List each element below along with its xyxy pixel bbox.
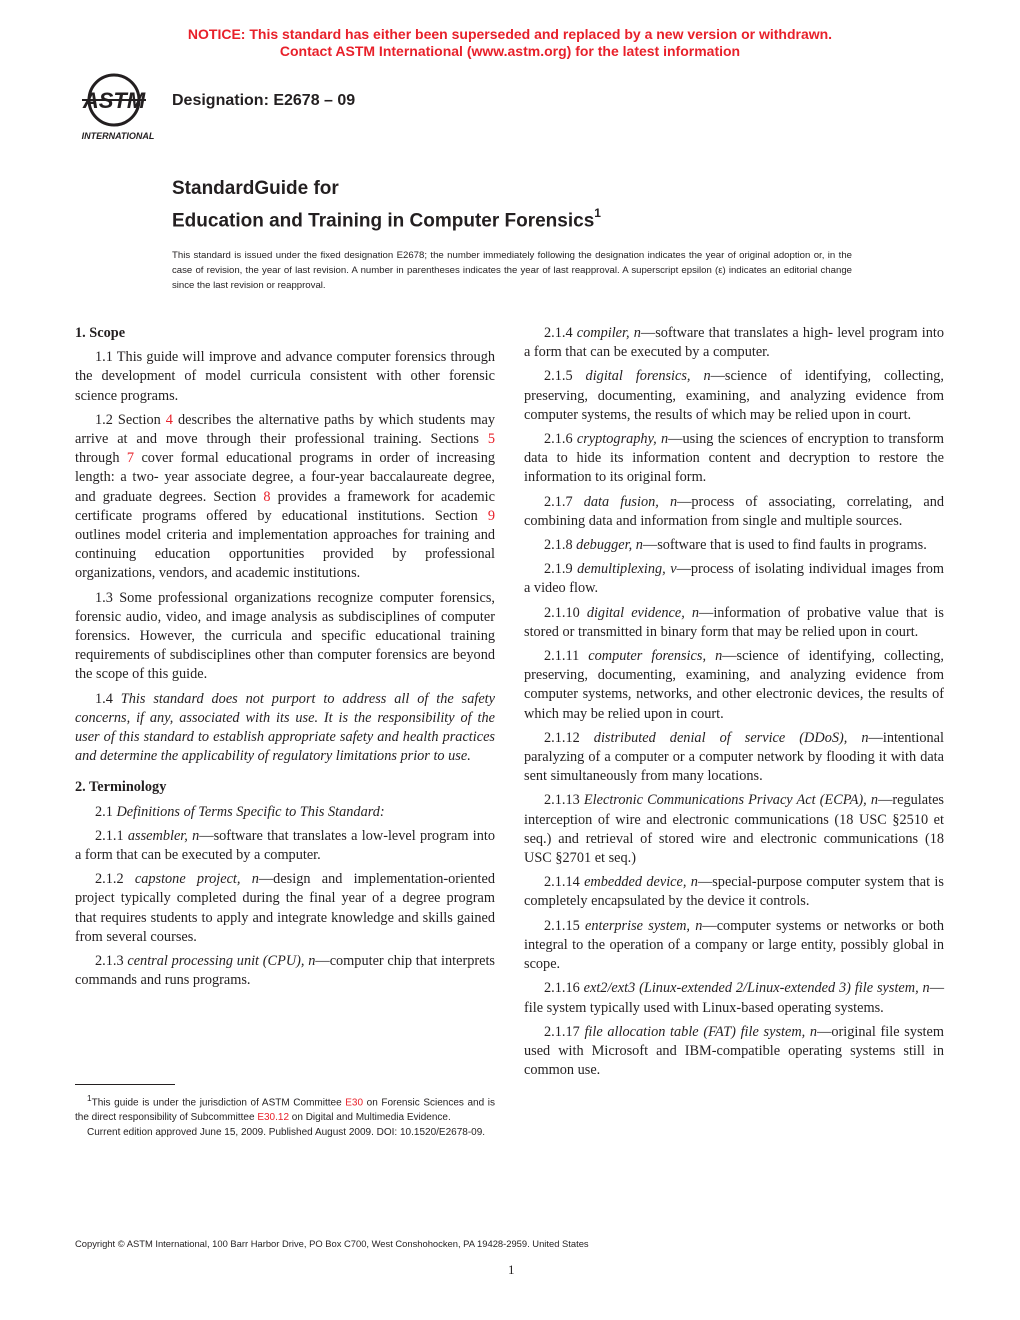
term-name: capstone project, n bbox=[134, 871, 259, 888]
term-name: compiler, n bbox=[576, 325, 641, 341]
footnote-edition: Current edition approved June 15, 2009. Published August 2009. DOI: 10.1520/E2678-09. bbox=[87, 1127, 486, 1139]
terms-right bbox=[524, 324, 944, 1080]
term-name: debugger, n bbox=[576, 537, 643, 554]
scope-1-1: 1.1 This guide will improve and advance computer forensics through the development of model curricula consistent with other forensic science programs. bbox=[75, 349, 495, 404]
section-5-link[interactable]: 5 bbox=[487, 431, 495, 448]
terminology-2-1: 2.1 Definitions of Terms Specific to This Standard: bbox=[95, 803, 385, 820]
term-name: enterprise system, n bbox=[585, 917, 703, 934]
scope-1-3: 1.3 Some professional organizations recognize computer forensics, forensic audio, video, and image analysis as subdisciplines of computer forensics. However, the curricula and specific educational training requirements of subdisciplines other than computer forensics are beyond the scope of this guide. bbox=[75, 589, 495, 683]
section-7-link[interactable]: 7 bbox=[126, 450, 135, 467]
term-item: 2.1.17 file allocation table (FAT) file system, n—original file system used with Microsoft and IBM-compatible operating systems still in common use. bbox=[524, 1023, 944, 1079]
notice-line-2: Contact ASTM International (www.astm.org) for the latest information bbox=[279, 43, 741, 59]
logo-subtext: INTERNATIONAL bbox=[81, 131, 155, 141]
term-item: 2.1.10 digital evidence, n—information of probative value that is stored or transmitted in binary form that may be relied upon in court. bbox=[524, 604, 944, 640]
term-item: 2.1.4 compiler, n—software that translates a high- level program into a form that can be executed by a computer. bbox=[524, 325, 944, 361]
term-item: 2.1.1 assembler, n—software that translates a low-level program into a form that can be executed by a computer. bbox=[75, 827, 495, 864]
term-name: file allocation table (FAT) file system, n bbox=[584, 1023, 818, 1040]
scope-heading: 1. Scope bbox=[75, 325, 126, 341]
term-item: 2.1.13 Electronic Communications Privacy Act (ECPA), n—regulates interception of wire and electronic communications (18 USC §2510 et seq.) and retrieval of stored wire and electronic communications (18 USC §2701 et seq.) bbox=[524, 792, 944, 867]
page-number: 1 bbox=[508, 1262, 515, 1277]
term-name: assembler, n bbox=[127, 827, 200, 844]
term-name: embedded device, n bbox=[584, 874, 698, 891]
term-item: 2.1.14 embedded device, n—special-purpose computer system that is completely encapsulated by the device it controls. bbox=[524, 874, 944, 910]
term-item: 2.1.5 digital forensics, n—science of identifying, collecting, preserving, documenting, examining, and analyzing evidence from computer systems, the results of which may be relied upon in court. bbox=[524, 368, 944, 423]
term-item: 2.1.16 ext2/ext3 (Linux-extended 2/Linux-extended 3) file system, n—file system typically used with Linux-based operating systems. bbox=[524, 980, 944, 1016]
term-name: ext2/ext3 (Linux-extended 2/Linux-extended 3) file system, n bbox=[583, 980, 930, 997]
right-column bbox=[524, 324, 944, 1085]
issuance-note: This standard is issued under the fixed designation E2678; the number immediately following the designation indicates the year of original adoption or, in the case of revision, the year of last revision. A number in parentheses indicates the year of last reapproval. A superscript epsilon (ε) indicates an editorial change since the last revision or reapproval. bbox=[172, 250, 852, 291]
title-line-2: Education and Training in Computer Forensics$^1$ bbox=[172, 206, 601, 232]
designation: Designation: E2678 – 09 bbox=[172, 92, 356, 109]
term-item: 2.1.9 demultiplexing, v—process of isolating individual images from a video flow. bbox=[524, 561, 944, 597]
term-item: 2.1.6 cryptography, n—using the sciences of encryption to transform data to hide its information content and decryption to restore the information to its original form. bbox=[524, 431, 944, 486]
section-8-link[interactable]: 8 bbox=[263, 488, 271, 505]
terminology-heading: 2. Terminology bbox=[75, 779, 167, 796]
logo-text: ASTM bbox=[82, 88, 146, 113]
term-name: digital evidence, n bbox=[586, 604, 700, 621]
term-name: digital forensics, n bbox=[585, 368, 711, 385]
term-name: demultiplexing, v bbox=[577, 561, 677, 578]
copyright: Copyright © ASTM International, 100 Barr Harbor Drive, PO Box C700, West Conshohocken, PA 19428-2959. United States bbox=[75, 1238, 589, 1249]
footnote bbox=[75, 1091, 495, 1140]
committee-e30-link[interactable]: E30 bbox=[345, 1097, 364, 1109]
term-item: 2.1.2 capstone project, n—design and implementation-oriented project typically completed during the final year of a degree program that requires students to apply and integrate knowledge and skills gained from several courses. bbox=[75, 871, 495, 945]
page-title bbox=[172, 176, 601, 234]
title-line-1: StandardGuide for bbox=[172, 178, 339, 199]
term-item: 2.1.15 enterprise system, n—computer systems or networks or both integral to the operation of a company or large entity, possibly global in scope. bbox=[524, 917, 944, 973]
term-item: 2.1.8 debugger, n—software that is used to find faults in programs. bbox=[544, 537, 927, 554]
term-item: 2.1.12 distributed denial of service (DDoS), n—intentional paralyzing of a computer or a computer network by flooding it with data sent simultaneously from many locations. bbox=[524, 729, 944, 785]
scope-1-4: 1.4 This standard does not purport to address all of the safety concerns, if any, associated with its use. It is the responsibility of the user of this standard to establish appropriate safety and health practices and determine the applicability of regulatory limitations prior to use. bbox=[75, 690, 495, 765]
section-9-link[interactable]: 9 bbox=[487, 507, 495, 524]
scope-1-2: 1.2 Section 4 describes the alternative paths by which students may arrive at and move through their professional training. Sections 5 through 7 cover formal educational programs in order of increasing length: a two- year associate degree, a four-year baccalaureate degree, and graduate degrees. Section 8 provides a framework for academic certificate programs offered by educational institutions. Section 9 outlines model criteria and implementation approaches for training and continuing education opportunities provided by professional organizations, vendors, and academic institutions. bbox=[75, 411, 495, 582]
astm-logo bbox=[74, 72, 162, 142]
term-name: cryptography, n bbox=[576, 431, 669, 448]
term-item: 2.1.7 data fusion, n—process of associating, correlating, and combining data and information from single and multiple sources. bbox=[524, 493, 944, 529]
term-name: distributed denial of service (DDoS), n bbox=[593, 729, 869, 746]
term-name: central processing unit (CPU), n bbox=[127, 953, 316, 970]
footnote-1: $^1$This guide is under the jurisdiction of ASTM Committee E30 on Forensic Sciences and is the direct responsibility of Subcommittee E30.12 on Digital and Multimedia Evidence. bbox=[75, 1093, 495, 1124]
notice-line-1: NOTICE: This standard has either been superseded and replaced by a new version or withdrawn. bbox=[187, 26, 833, 42]
notice-banner bbox=[0, 26, 1020, 60]
term-item: 2.1.3 central processing unit (CPU), n—computer chip that interprets commands and runs programs. bbox=[75, 953, 495, 989]
title-footnote-ref[interactable]: 1 bbox=[594, 206, 601, 220]
footnote-rule bbox=[75, 1084, 175, 1085]
terms-left bbox=[75, 827, 495, 991]
term-name: data fusion, n bbox=[583, 493, 678, 510]
term-name: computer forensics, n bbox=[588, 648, 723, 665]
left-column bbox=[75, 324, 495, 996]
section-4-link[interactable]: 4 bbox=[165, 411, 173, 428]
term-item: 2.1.11 computer forensics, n—science of identifying, collecting, preserving, documenting, examining, and analyzing evidence from computer systems, networks, and other electronic devices, the results of which may be relied upon in court. bbox=[524, 648, 944, 722]
term-name: Electronic Communications Privacy Act (ECPA), n bbox=[583, 792, 879, 809]
subcommittee-e30-12-link[interactable]: E30.12 bbox=[257, 1112, 290, 1124]
